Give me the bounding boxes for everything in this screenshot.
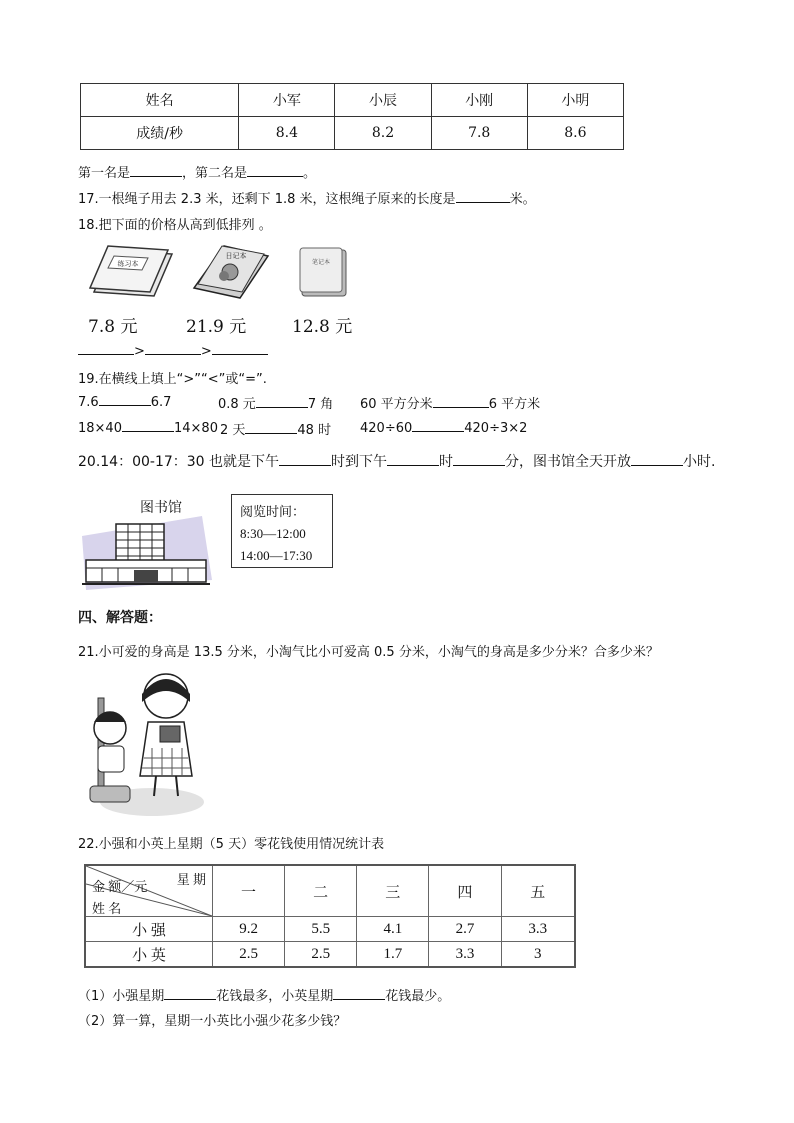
book-label: 笔记本 <box>311 259 331 266</box>
compare-left: 60 平方分米 <box>360 397 433 412</box>
table-cell: 4.1 <box>357 917 429 942</box>
girls-illustration-icon <box>82 668 206 818</box>
section-heading: 四、解答题： <box>78 610 162 626</box>
q19-text: 19.在横线上填上“>”“<”或“=”. <box>78 372 267 387</box>
day-header: 一 <box>213 865 285 917</box>
library-title: 图书馆 <box>140 500 182 516</box>
q20-text: 分，图书馆全天开放 <box>505 454 632 470</box>
table-cell: 小军 <box>239 84 335 117</box>
answer-blank[interactable] <box>99 393 151 406</box>
q16-answer-line <box>78 162 316 181</box>
q20 <box>78 451 715 471</box>
greater-than: > <box>134 344 145 359</box>
q19-row-1 <box>78 393 171 410</box>
table-cell: 2.7 <box>429 917 501 942</box>
q19-row-1 <box>360 393 540 412</box>
table-cell: 8.6 <box>527 117 623 150</box>
day-header: 四 <box>429 865 501 917</box>
q16-text-b: ，第二名是 <box>182 166 248 181</box>
answer-blank[interactable] <box>333 987 385 1000</box>
table-cell: 2.5 <box>213 942 285 968</box>
q22-sub2: （2）算一算，星期一小英比小强少花多少钱？ <box>78 1014 347 1029</box>
day-header: 三 <box>357 865 429 917</box>
library-building-icon <box>82 516 212 592</box>
q17-text: 17.一根绳子用去 2.3 米，还剩下 1.8 米，这根绳子原来的长度是 <box>78 192 456 207</box>
q20-text: 小时. <box>683 454 716 470</box>
q17 <box>78 188 536 207</box>
q17-unit: 米。 <box>509 192 536 207</box>
q22-sub1 <box>78 985 450 1004</box>
book-label: 日记本 <box>225 252 247 260</box>
compare-right: 6.7 <box>150 395 172 410</box>
corner-label: 金 额／元 <box>92 879 148 894</box>
table-cell: 姓名 <box>81 84 239 117</box>
table-cell: 8.2 <box>335 117 431 150</box>
compare-left: 2 天 <box>220 423 246 438</box>
compare-right: 420÷3×2 <box>464 421 528 436</box>
answer-blank[interactable] <box>456 190 510 203</box>
table-cell: 3.3 <box>429 942 501 968</box>
answer-blank[interactable] <box>145 342 201 355</box>
compare-right: 14×80 <box>173 421 218 436</box>
hours-title: 阅览时间： <box>240 504 306 519</box>
table-cell: 小辰 <box>335 84 431 117</box>
day-header: 二 <box>285 865 357 917</box>
table-cell: 8.4 <box>239 117 335 150</box>
table-cell: 3.3 <box>501 917 575 942</box>
q22-text: 花钱最少。 <box>385 989 451 1004</box>
compare-right: 7 角 <box>307 397 334 412</box>
answer-blank[interactable] <box>412 419 464 432</box>
price-label: 21.9 元 <box>186 317 247 337</box>
price-label: 12.8 元 <box>292 317 353 337</box>
q19-row-1 <box>218 393 333 412</box>
q16-text-a: 第一名是 <box>78 166 131 181</box>
answer-blank[interactable] <box>164 987 216 1000</box>
q22-text: 花钱最多，小英星期 <box>216 989 334 1004</box>
corner-label: 星 期 <box>176 872 206 887</box>
table-row <box>81 117 624 150</box>
opening-hours-box <box>231 494 333 568</box>
q18-text: 18.把下面的价格从高到低排列 。 <box>78 218 272 233</box>
table-cell: 1.7 <box>357 942 429 968</box>
q22-text: （1）小强星期 <box>78 989 165 1004</box>
compare-right: 6 平方米 <box>488 397 541 412</box>
answer-blank[interactable] <box>387 453 439 466</box>
score-table <box>80 83 624 150</box>
corner-label: 姓 名 <box>92 901 122 916</box>
answer-blank[interactable] <box>453 453 505 466</box>
table-row <box>85 917 575 942</box>
name-cell: 小 英 <box>85 942 213 968</box>
answer-blank[interactable] <box>247 164 303 177</box>
price-label: 7.8 元 <box>88 317 138 337</box>
compare-right: 48 时 <box>297 423 332 438</box>
q20-text: 时到下午 <box>331 454 388 470</box>
answer-blank[interactable] <box>631 453 683 466</box>
q19-row-2 <box>78 419 218 436</box>
table-cell: 7.8 <box>431 117 527 150</box>
table-cell: 5.5 <box>285 917 357 942</box>
book-label: 练习本 <box>117 260 139 268</box>
table-row <box>85 865 575 917</box>
compare-left: 18×40 <box>78 421 122 436</box>
answer-blank[interactable] <box>245 421 297 434</box>
table-row <box>85 942 575 968</box>
answer-blank[interactable] <box>433 395 489 408</box>
compare-left: 7.6 <box>78 395 99 410</box>
hours-line: 14:00—17:30 <box>240 548 313 563</box>
notebook-icon <box>84 242 174 302</box>
q22-title: 22.小强和小英上星期（5 天）零花钱使用情况统计表 <box>78 837 385 852</box>
table-cell: 成绩/秒 <box>81 117 239 150</box>
spending-table <box>84 864 576 968</box>
answer-blank[interactable] <box>279 453 331 466</box>
diary-icon <box>190 242 270 300</box>
table-cell: 3 <box>501 942 575 968</box>
table-cell: 小明 <box>527 84 623 117</box>
answer-blank[interactable] <box>212 342 268 355</box>
q20-text: 20.14：00-17：30 也就是下午 <box>78 454 280 470</box>
q16-text-c: 。 <box>303 166 317 181</box>
table-cell: 小刚 <box>431 84 527 117</box>
corner-cell <box>85 865 213 917</box>
q19-row-2 <box>220 419 331 438</box>
q21-text: 21.小可爱的身高是 13.5 分米，小淘气比小可爱高 0.5 分米，小淘气的身高是多少分米？合多少米？ <box>78 645 659 660</box>
q18-answer-line <box>78 342 268 359</box>
compare-left: 0.8 元 <box>218 397 256 412</box>
table-cell: 2.5 <box>285 942 357 968</box>
answer-blank[interactable] <box>130 164 182 177</box>
answer-blank[interactable] <box>256 395 308 408</box>
name-cell: 小 强 <box>85 917 213 942</box>
greater-than: > <box>200 344 212 359</box>
day-header: 五 <box>501 865 575 917</box>
answer-blank[interactable] <box>122 419 174 432</box>
compare-left: 420÷60 <box>360 421 413 436</box>
hours-line: 8:30—12:00 <box>240 526 306 541</box>
table-cell: 9.2 <box>213 917 285 942</box>
answer-blank[interactable] <box>78 342 134 355</box>
notepad-icon <box>296 244 356 300</box>
q19-row-2 <box>360 419 527 436</box>
q20-text: 时 <box>439 454 454 470</box>
table-row <box>81 84 624 117</box>
